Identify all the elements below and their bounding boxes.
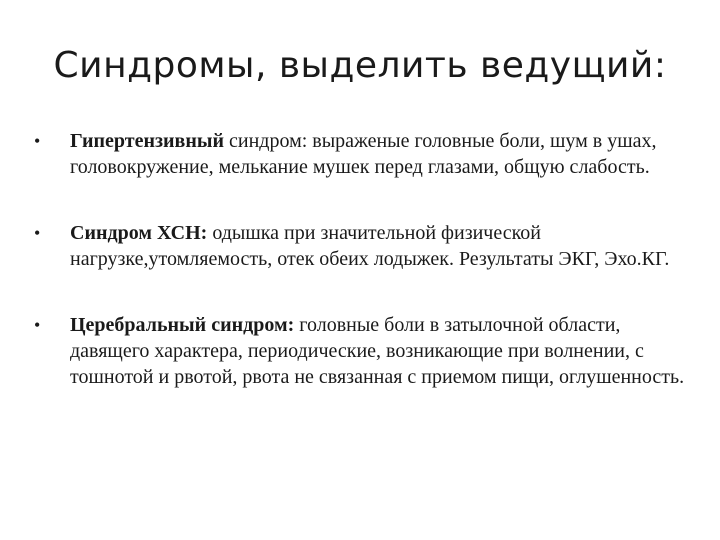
bullet-lead: Церебральный синдром: — [70, 314, 295, 336]
bullet-item-hypertensive — [30, 128, 690, 180]
bullet-item-cerebral — [30, 312, 690, 390]
bullet-dot-icon: • — [34, 315, 41, 335]
bullet-lead: Синдром ХСН: — [70, 222, 208, 244]
bullet-text: синдром: выраженые головные боли, шум в ушах, головокружение, мелькание мушек перед глазами, общую слабость. — [70, 130, 657, 178]
bullet-text: головные боли в затылочной области, давящего характера, периодические, возникающие при волнении, с тошнотой и рвотой, рвота не связанная с приемом пищи, оглушенность. — [70, 314, 685, 388]
bullet-lead: Гипертензивный — [70, 130, 224, 152]
bullet-dot-icon: • — [34, 131, 41, 151]
slide-title: Синдромы, выделить ведущий: — [53, 45, 667, 86]
bullet-item-chf — [30, 220, 690, 272]
bullet-text: одышка при значительной физической нагрузке,утомляемость, отек обеих лодыжек. Результаты ЭКГ, Эхо.КГ. — [70, 222, 670, 270]
bullet-dot-icon: • — [34, 223, 41, 243]
bullet-list — [30, 128, 690, 390]
